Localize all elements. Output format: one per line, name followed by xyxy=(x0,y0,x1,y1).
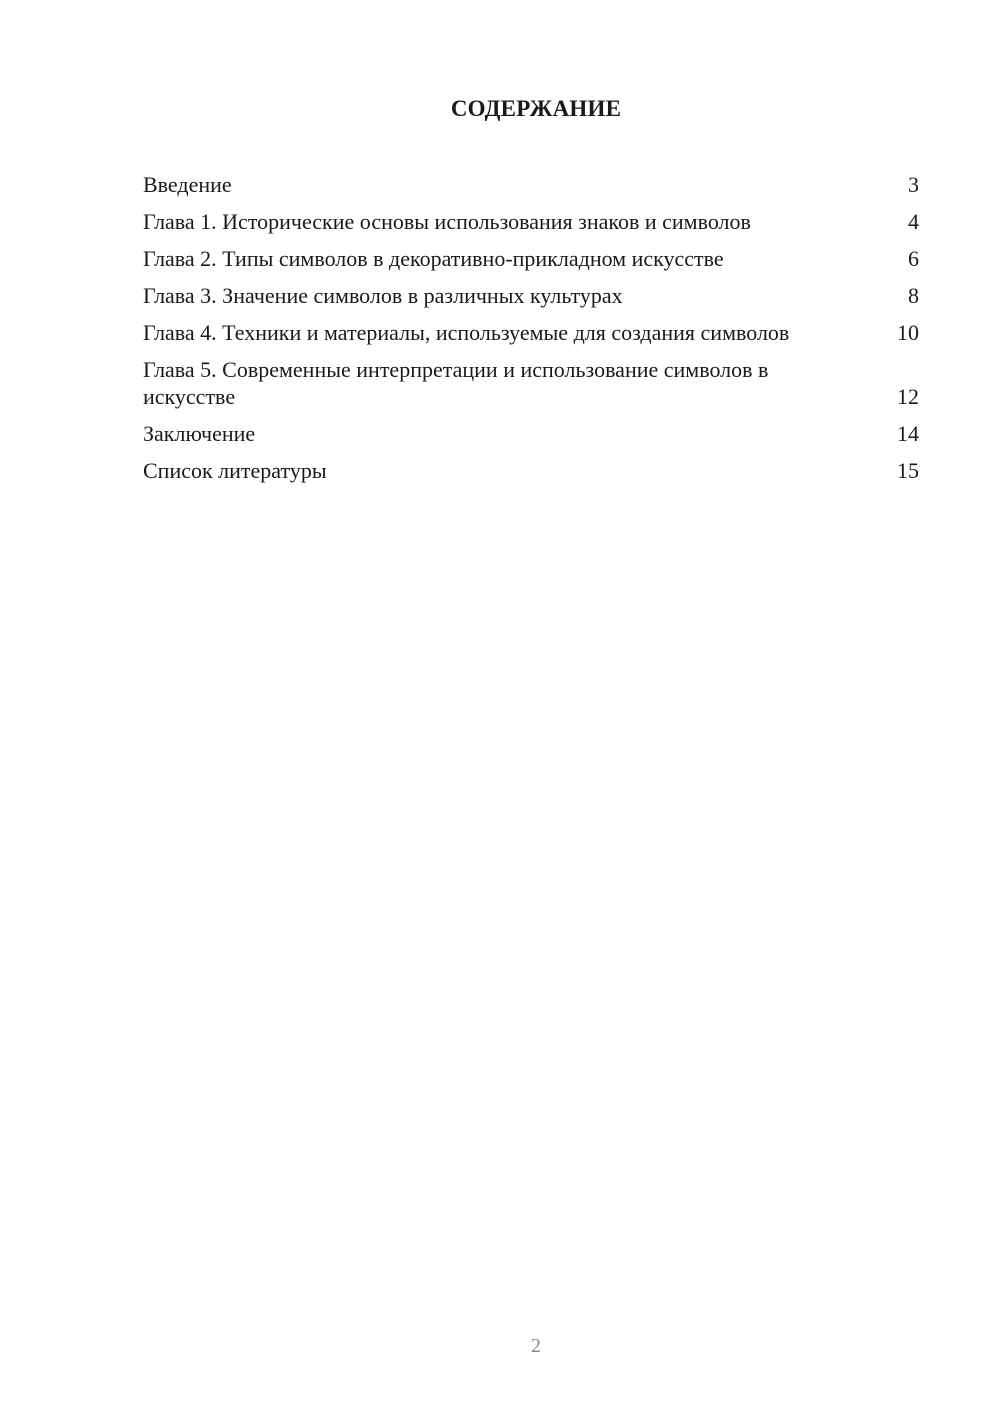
toc-entry-page: 15 xyxy=(897,458,919,483)
toc-entry-label: Глава 5. Современные интерпретации и использование символов в искусстве xyxy=(143,357,769,409)
toc-entry-page: 6 xyxy=(908,246,919,271)
toc-entry-page: 4 xyxy=(908,209,919,234)
toc-entry-chapter-4[interactable] xyxy=(143,319,919,346)
toc-entry-page: 8 xyxy=(908,283,919,308)
toc-entry-label: Глава 1. Исторические основы использования знаков и символов xyxy=(143,209,751,234)
toc-entry-conclusion[interactable] xyxy=(143,420,919,447)
toc-entry-label: Введение xyxy=(143,172,232,197)
toc-entry-page: 12 xyxy=(897,384,919,409)
toc-entry-label: Список литературы xyxy=(143,458,327,483)
table-of-contents xyxy=(143,171,919,494)
toc-entry-chapter-1[interactable] xyxy=(143,208,919,235)
toc-entry-introduction[interactable] xyxy=(143,171,919,198)
toc-entry-chapter-3[interactable] xyxy=(143,282,919,309)
toc-entry-label: Заключение xyxy=(143,421,256,446)
page-number: 2 xyxy=(531,1335,541,1357)
toc-entry-page: 3 xyxy=(908,172,919,197)
toc-entry-chapter-2[interactable] xyxy=(143,245,919,272)
toc-entry-chapter-5[interactable] xyxy=(143,356,919,410)
toc-entry-page: 10 xyxy=(897,320,919,345)
toc-title: СОДЕРЖАНИЕ xyxy=(450,96,622,121)
toc-entry-page: 14 xyxy=(897,421,919,446)
toc-entry-label: Глава 3. Значение символов в различных культурах xyxy=(143,283,623,308)
toc-entry-label: Глава 2. Типы символов в декоративно-прикладном искусстве xyxy=(143,246,724,271)
toc-entry-bibliography[interactable] xyxy=(143,457,919,484)
toc-entry-label: Глава 4. Техники и материалы, используемые для создания символов xyxy=(143,320,790,345)
